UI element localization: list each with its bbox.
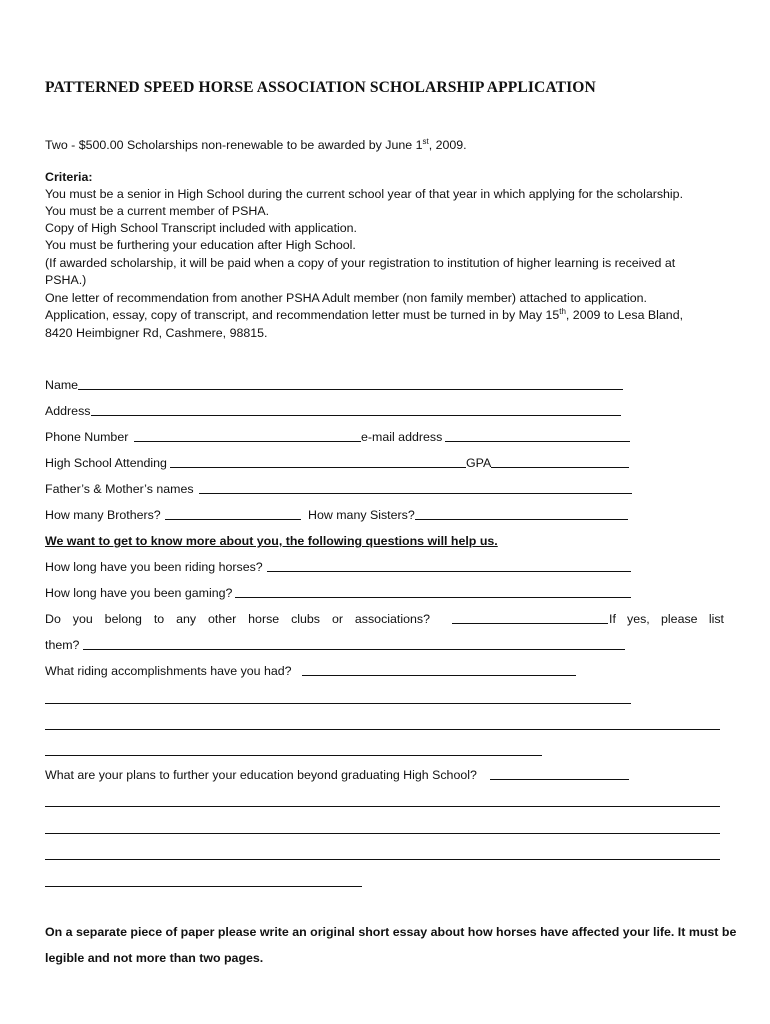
essay-instructions: On a separate piece of paper please write an original short essay about how horses have affected your life. It must be — [45, 925, 737, 939]
sisters-input-line[interactable] — [415, 519, 628, 520]
name-input-line[interactable] — [78, 389, 623, 390]
name-label: Name — [45, 378, 79, 392]
deadline-text: Application, essay, copy of transcript, and recommendation letter must be turned in by May 15th, 2009 to Lesa Bland, — [45, 306, 684, 322]
gpa-input-line[interactable] — [491, 467, 629, 468]
accomplishments-field — [45, 663, 725, 679]
section-heading: We want to get to know more about you, the following questions will help us. — [45, 534, 498, 548]
criteria-item: You must be a current member of PSHA. — [45, 204, 270, 218]
criteria-item: One letter of recommendation from another PSHA Adult member (non family member) attached to application. — [45, 291, 647, 305]
clubs-list-field — [45, 637, 725, 653]
sisters-label: How many Sisters? — [308, 508, 415, 522]
clubs-word: or — [331, 612, 343, 626]
criteria-item: PSHA.) — [45, 273, 87, 287]
accomplishments-label: What riding accomplishments have you had? — [45, 664, 292, 678]
criteria-heading: Criteria: — [45, 170, 93, 184]
accomplishments-extra-line[interactable] — [45, 729, 720, 730]
clubs-field — [45, 611, 725, 627]
clubs-input-line[interactable] — [452, 623, 608, 624]
address-label: Address — [45, 404, 91, 418]
email-input-line[interactable] — [445, 441, 630, 442]
plans-input-line[interactable] — [490, 779, 629, 780]
clubs-word: Do — [45, 612, 61, 626]
criteria-item: Copy of High School Transcript included with application. — [45, 221, 357, 235]
plans-extra-line[interactable] — [45, 806, 720, 807]
clubs-if-label: If — [609, 612, 616, 626]
gaming-label: How long have you been gaming? — [45, 586, 233, 600]
phone-label: Phone Number — [45, 430, 129, 444]
address-field — [45, 403, 725, 419]
criteria-item: You must be a senior in High School during the current school year of that year in which applying for the scholarship. — [45, 187, 684, 201]
clubs-tail-word: list — [708, 612, 724, 626]
phone-email-field — [45, 429, 725, 445]
clubs-tail-word: please — [661, 612, 698, 626]
clubs-question — [45, 611, 430, 627]
email-label: e-mail address — [361, 430, 443, 444]
parents-field — [45, 481, 725, 497]
parents-input-line[interactable] — [199, 493, 632, 494]
intro-text: Two - $500.00 Scholarships non-renewable to be awarded by June 1st, 2009. — [45, 136, 467, 152]
gaming-input-line[interactable] — [235, 597, 631, 598]
gaming-field — [45, 585, 725, 601]
clubs-word: other — [207, 612, 237, 626]
clubs-tail-word: yes, — [627, 612, 650, 626]
school-gpa-field — [45, 455, 725, 471]
them-label: them? — [45, 638, 80, 652]
phone-input-line[interactable] — [134, 441, 361, 442]
plans-field — [45, 767, 725, 783]
plans-extra-line[interactable] — [45, 886, 362, 887]
plans-extra-line[interactable] — [45, 859, 720, 860]
criteria-item: You must be furthering your education after High School. — [45, 238, 356, 252]
accomplishments-extra-line[interactable] — [45, 755, 542, 756]
clubs-word: clubs — [291, 612, 321, 626]
brothers-input-line[interactable] — [165, 519, 301, 520]
name-field — [45, 377, 725, 393]
accomplishments-input-line[interactable] — [302, 675, 576, 676]
siblings-field — [45, 507, 725, 523]
clubs-word: you — [72, 612, 93, 626]
page-title: PATTERNED SPEED HORSE ASSOCIATION SCHOLARSHIP APPLICATION — [45, 79, 596, 96]
criteria-item: (If awarded scholarship, it will be paid when a copy of your registration to institution of higher learning is received at — [45, 256, 676, 270]
clubs-word: horse — [248, 612, 280, 626]
clubs-word: belong — [104, 612, 142, 626]
riding-field — [45, 559, 725, 575]
essay-instructions: legible and not more than two pages. — [45, 951, 264, 965]
riding-label: How long have you been riding horses? — [45, 560, 263, 574]
clubs-word: associations? — [354, 612, 430, 626]
plans-extra-line[interactable] — [45, 833, 720, 834]
address-input-line[interactable] — [91, 415, 621, 416]
clubs-word: any — [176, 612, 197, 626]
gpa-label: GPA — [466, 456, 492, 470]
clubs-list-input-line[interactable] — [83, 649, 625, 650]
accomplishments-extra-line[interactable] — [45, 703, 631, 704]
school-input-line[interactable] — [170, 467, 466, 468]
school-label: High School Attending — [45, 456, 167, 470]
clubs-word: to — [153, 612, 165, 626]
clubs-tail — [627, 611, 724, 627]
parents-label: Father’s & Mother’s names — [45, 482, 194, 496]
brothers-label: How many Brothers? — [45, 508, 161, 522]
mailing-address: 8420 Heimbigner Rd, Cashmere, 98815. — [45, 326, 268, 340]
plans-label: What are your plans to further your education beyond graduating High School? — [45, 768, 477, 782]
riding-input-line[interactable] — [267, 571, 631, 572]
